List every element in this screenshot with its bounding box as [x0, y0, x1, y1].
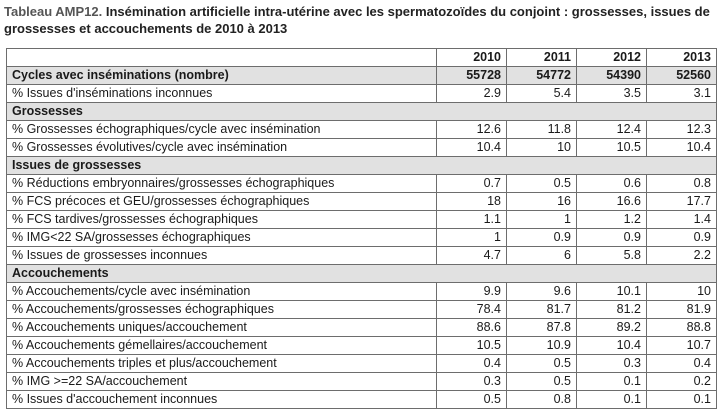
value-cell: 10.9: [507, 337, 577, 355]
value-cell: 12.4: [577, 121, 647, 139]
section-heading: Grossesses: [7, 103, 717, 121]
value-cell: 88.6: [437, 319, 507, 337]
value-cell: 10.5: [437, 337, 507, 355]
table-row: [7, 283, 717, 301]
value-cell: 10.4: [647, 139, 717, 157]
row-label: % Accouchements uniques/accouchement: [7, 319, 437, 337]
row-label: % Accouchements gémellaires/accouchement: [7, 337, 437, 355]
value-cell: 89.2: [577, 319, 647, 337]
value-cell: 0.6: [577, 175, 647, 193]
value-cell: 88.8: [647, 319, 717, 337]
value-cell: 0.8: [647, 175, 717, 193]
value-cell: 10.7: [647, 337, 717, 355]
row-label: % Accouchements/grossesses échographiques: [7, 301, 437, 319]
value-cell: 5.8: [577, 247, 647, 265]
year-header: 2013: [647, 49, 717, 67]
value-cell: 2.9: [437, 85, 507, 103]
table-caption: [4, 3, 716, 37]
table-row: [7, 337, 717, 355]
row-label: % Accouchements/cycle avec insémination: [7, 283, 437, 301]
value-cell: 54390: [577, 67, 647, 85]
value-cell: 12.6: [437, 121, 507, 139]
value-cell: 0.5: [507, 373, 577, 391]
table-title: Insémination artificielle intra-utérine avec les spermatozoïdes du conjoint : grossesses, issues de grossesses et accouchements de 2010 à 2013: [4, 4, 710, 36]
row-label: % FCS précoces et GEU/grossesses échographiques: [7, 193, 437, 211]
table-row: [7, 85, 717, 103]
row-label: % Grossesses échographiques/cycle avec insémination: [7, 121, 437, 139]
value-cell: 10: [507, 139, 577, 157]
value-cell: 0.8: [507, 391, 577, 409]
value-cell: 10.4: [577, 337, 647, 355]
value-cell: 87.8: [507, 319, 577, 337]
value-cell: 0.5: [507, 355, 577, 373]
row-label: % IMG<22 SA/grossesses échographiques: [7, 229, 437, 247]
table-row: [7, 247, 717, 265]
value-cell: 11.8: [507, 121, 577, 139]
value-cell: 78.4: [437, 301, 507, 319]
row-label: Cycles avec inséminations (nombre): [7, 67, 437, 85]
value-cell: 1.2: [577, 211, 647, 229]
value-cell: 0.1: [577, 373, 647, 391]
table-row: [7, 139, 717, 157]
value-cell: 2.2: [647, 247, 717, 265]
results-table: [6, 48, 717, 409]
table-row: [7, 301, 717, 319]
value-cell: 3.5: [577, 85, 647, 103]
row-label: % Issues d'accouchement inconnues: [7, 391, 437, 409]
value-cell: 10.1: [577, 283, 647, 301]
value-cell: 81.2: [577, 301, 647, 319]
value-cell: 0.5: [437, 391, 507, 409]
value-cell: 9.6: [507, 283, 577, 301]
value-cell: 0.1: [577, 391, 647, 409]
year-header: 2012: [577, 49, 647, 67]
section-row: [7, 157, 717, 175]
value-cell: 3.1: [647, 85, 717, 103]
table-row: [7, 193, 717, 211]
value-cell: 1.1: [437, 211, 507, 229]
value-cell: 6: [507, 247, 577, 265]
value-cell: 4.7: [437, 247, 507, 265]
value-cell: 16.6: [577, 193, 647, 211]
row-label: % Grossesses évolutives/cycle avec insémination: [7, 139, 437, 157]
table-row: [7, 121, 717, 139]
table-row: [7, 319, 717, 337]
year-header: 2011: [507, 49, 577, 67]
year-header: 2010: [437, 49, 507, 67]
value-cell: 9.9: [437, 283, 507, 301]
section-heading: Accouchements: [7, 265, 717, 283]
header-blank-cell: [7, 49, 437, 67]
value-cell: 10.5: [577, 139, 647, 157]
value-cell: 17.7: [647, 193, 717, 211]
table-row: [7, 211, 717, 229]
row-label: % Issues d'inséminations inconnues: [7, 85, 437, 103]
value-cell: 1.4: [647, 211, 717, 229]
value-cell: 0.4: [437, 355, 507, 373]
section-row: [7, 265, 717, 283]
value-cell: 0.9: [507, 229, 577, 247]
value-cell: 52560: [647, 67, 717, 85]
value-cell: 0.1: [647, 391, 717, 409]
table-row: [7, 391, 717, 409]
section-row: [7, 103, 717, 121]
value-cell: 0.4: [647, 355, 717, 373]
value-cell: 1: [437, 229, 507, 247]
value-cell: 0.9: [577, 229, 647, 247]
value-cell: 12.3: [647, 121, 717, 139]
table-row: [7, 355, 717, 373]
table-row: [7, 229, 717, 247]
value-cell: 81.7: [507, 301, 577, 319]
value-cell: 1: [507, 211, 577, 229]
section-heading: Issues de grossesses: [7, 157, 717, 175]
value-cell: 16: [507, 193, 577, 211]
table-row: [7, 175, 717, 193]
value-cell: 0.2: [647, 373, 717, 391]
value-cell: 0.3: [437, 373, 507, 391]
row-label: % Accouchements triples et plus/accouchement: [7, 355, 437, 373]
value-cell: 10.4: [437, 139, 507, 157]
value-cell: 54772: [507, 67, 577, 85]
value-cell: 10: [647, 283, 717, 301]
table-row: [7, 373, 717, 391]
value-cell: 0.3: [577, 355, 647, 373]
row-label: % IMG >=22 SA/accouchement: [7, 373, 437, 391]
value-cell: 18: [437, 193, 507, 211]
value-cell: 5.4: [507, 85, 577, 103]
value-cell: 0.7: [437, 175, 507, 193]
table-body: [7, 67, 717, 409]
value-cell: 0.5: [507, 175, 577, 193]
header-row: [7, 49, 717, 67]
value-cell: 81.9: [647, 301, 717, 319]
value-cell: 55728: [437, 67, 507, 85]
summary-row: [7, 67, 717, 85]
value-cell: 0.9: [647, 229, 717, 247]
row-label: % FCS tardives/grossesses échographiques: [7, 211, 437, 229]
row-label: % Issues de grossesses inconnues: [7, 247, 437, 265]
row-label: % Réductions embryonnaires/grossesses échographiques: [7, 175, 437, 193]
table-number: Tableau AMP12.: [4, 4, 103, 19]
